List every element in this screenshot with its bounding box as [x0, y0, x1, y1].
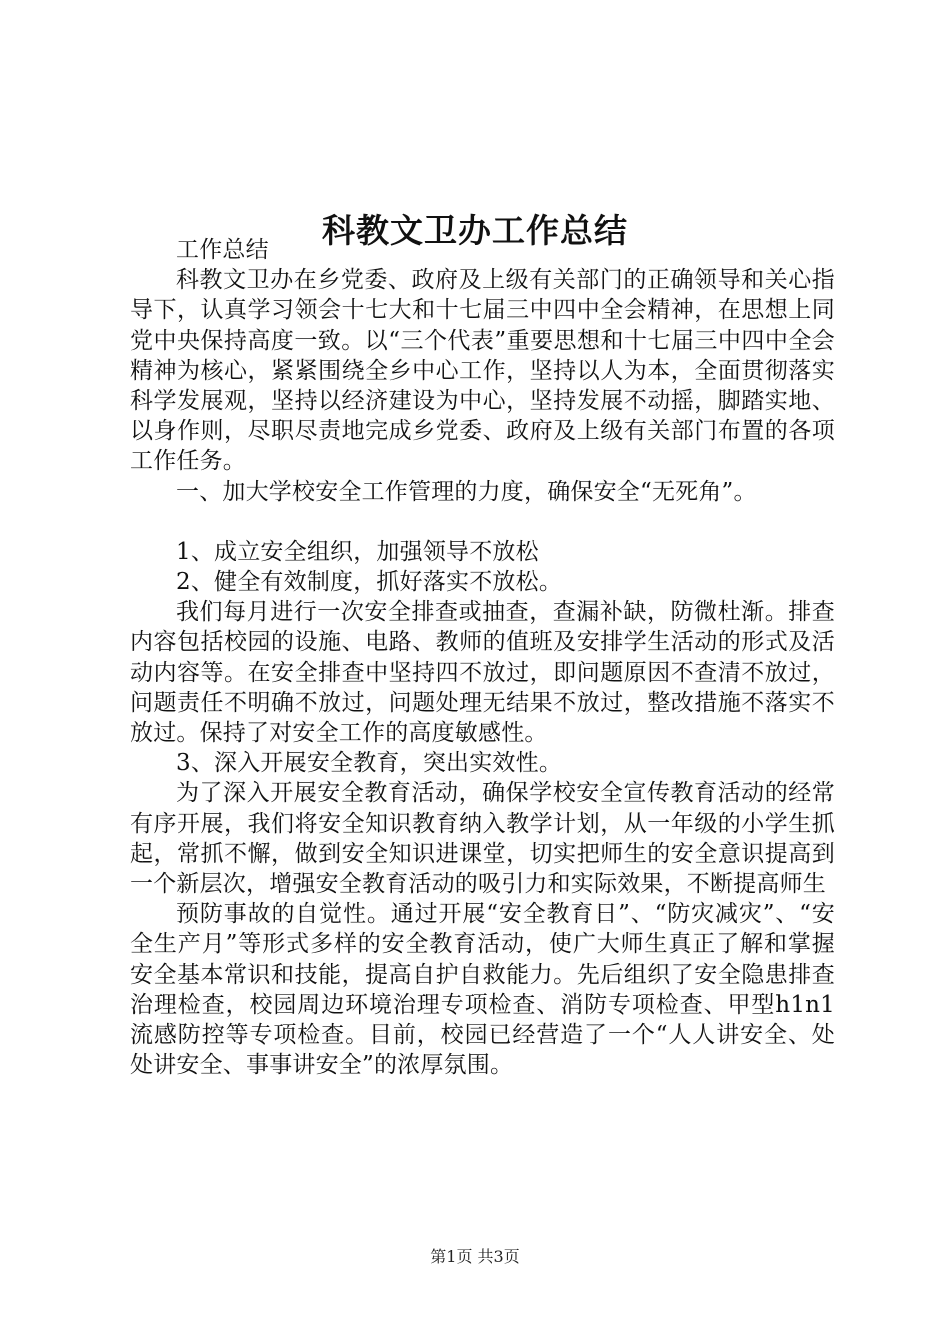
section-subtitle: 工作总结 [176, 237, 269, 263]
intro-paragraph: 科教文卫办在乡党委、政府及上级有关部门的正确领导和关心指导下，认真学习领会十七大和十七届三中四中全会精神，在思想上同党中央保持高度一致。以“三个代表”重要思想和十七届三中四中全会精神为核心，紧紧围绕全乡中心工作，坚持以人为本，全面贯彻落实科学发展观，坚持以经济建设为中心，坚持发展不动摇，脚踏实地、以身作则，尽职尽责地完成乡党委、政府及上级有关部门布置的各项工作任务。 [130, 267, 835, 475]
body-paragraph: 预防事故的自觉性。通过开展“安全教育日”、“防灾减灾”、“安全生产月”等形式多样的安全教育活动，使广大师生真正了解和掌握安全基本常识和技能，提高自护自救能力。先后组织了安全隐患排查治理检查，校园周边环境治理专项检查、消防专项检查、甲型h1n1流感防控等专项检查。目前，校园已经营造了一个“人人讲安全、处处讲安全、事事讲安全”的浓厚氛围。 [130, 901, 835, 1079]
subheading-2: 2、健全有效制度，抓好落实不放松。 [176, 569, 563, 596]
document-title: 科教文卫办工作总结 [322, 211, 628, 251]
document-body [130, 235, 835, 1080]
subheading-3: 3、深入开展安全教育，突出实效性。 [176, 750, 563, 777]
page-number-footer: 第1页 共3页 [430, 1247, 520, 1266]
subheading-1: 1、成立安全组织，加强领导不放松 [176, 538, 539, 565]
body-paragraph: 为了深入开展安全教育活动，确保学校安全宣传教育活动的经常有序开展，我们将安全知识教育纳入教学计划，从一年级的小学生抓起，常抓不懈，做到安全知识进课堂，切实把师生的安全意识提高到一个新层次，增强安全教育活动的吸引力和实际效果，不断提高师生 [130, 780, 835, 898]
body-paragraph: 我们每月进行一次安全排查或抽查，查漏补缺，防微杜渐。排查内容包括校园的设施、电路、教师的值班及安排学生活动的形式及活动内容等。在安全排查中坚持四不放过，即问题原因不查清不放过，问题责任不明确不放过，问题处理无结果不放过，整改措施不落实不放过。保持了对安全工作的高度敏感性。 [130, 599, 835, 747]
section-heading-1: 一、加大学校安全工作管理的力度，确保安全“无死角”。 [176, 478, 757, 505]
